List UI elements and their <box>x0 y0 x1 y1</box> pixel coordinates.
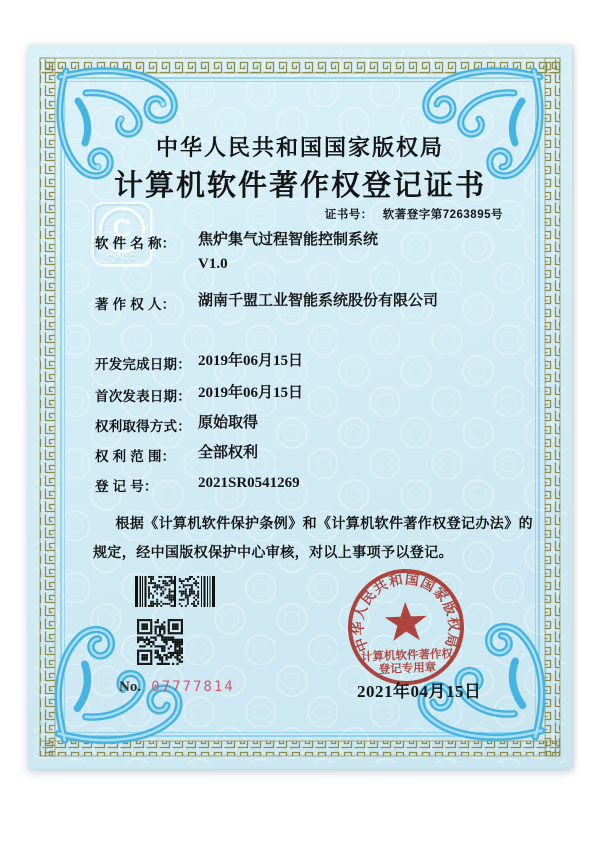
field-row-software-name <box>95 232 378 272</box>
certificate-number-value: 软著登字第7263895号 <box>382 209 503 221</box>
rights-scope: 全部权利 <box>198 445 259 461</box>
statement-line-1: 根据《计算机软件保护条例》和《计算机软件著作权登记办法》的 <box>115 515 533 531</box>
registration-number: 2021SR0541269 <box>198 475 300 491</box>
authority-title: 中华人民共和国国家版权局 <box>155 135 444 160</box>
field-row-rights-scope <box>95 445 258 465</box>
cpcc-emboss-ring: C <box>99 207 145 253</box>
rights-acquisition: 原始取得 <box>198 415 259 431</box>
barcode <box>135 576 215 607</box>
seal-text-line1: 计算机软件著作权 <box>360 648 454 664</box>
first-publish-date: 2019年06月15日 <box>198 385 304 401</box>
seal-star-icon <box>384 601 427 641</box>
field-label: 权 利 范 围： <box>95 449 176 464</box>
certificate-title: 计算机软件著作权登记证书 <box>113 170 486 202</box>
certificate-number-line <box>325 206 503 222</box>
seal-text-line2: 登记专用章 <box>378 661 437 676</box>
statement-line-2: 规定，经中国版权保护中心审核，对以上事项予以登记。 <box>93 543 453 560</box>
qr-code <box>137 619 183 665</box>
field-label: 软 件 名 称： <box>95 236 176 251</box>
field-row-dev-complete-date <box>95 353 303 373</box>
serial-number-line <box>119 678 235 696</box>
field-row-registration-number <box>95 475 300 495</box>
dev-complete-date: 2019年06月15日 <box>198 353 304 369</box>
official-seal <box>344 565 468 689</box>
registration-statement <box>93 509 533 566</box>
copyright-owner: 湖南千盟工业智能系统股份有限公司 <box>198 293 439 309</box>
field-label: 首次发表日期： <box>95 389 191 404</box>
field-label: 著 作 权 人： <box>95 297 176 312</box>
certificate-paper <box>28 45 572 769</box>
field-value <box>198 232 378 272</box>
software-version: V1.0 <box>198 255 228 272</box>
field-label: 登 记 号： <box>95 479 158 494</box>
cpcc-emboss-text: CPCC <box>106 253 138 262</box>
field-row-rights-acquisition <box>95 415 258 435</box>
field-row-copyright-owner <box>95 293 438 313</box>
field-label: 开发完成日期： <box>95 357 191 372</box>
issue-date: 2021年04月15日 <box>357 682 482 701</box>
serial-number: 07777814 <box>151 679 235 695</box>
seal-ring-text: 中华人民共和国国家版权局 <box>350 571 462 654</box>
software-name: 焦炉集气过程智能控制系统 <box>198 232 379 248</box>
serial-prefix: No. <box>119 679 142 695</box>
field-row-first-publish-date <box>95 385 303 405</box>
field-label: 权利取得方式： <box>95 419 191 434</box>
certificate-number-label: 证书号： <box>324 209 373 221</box>
